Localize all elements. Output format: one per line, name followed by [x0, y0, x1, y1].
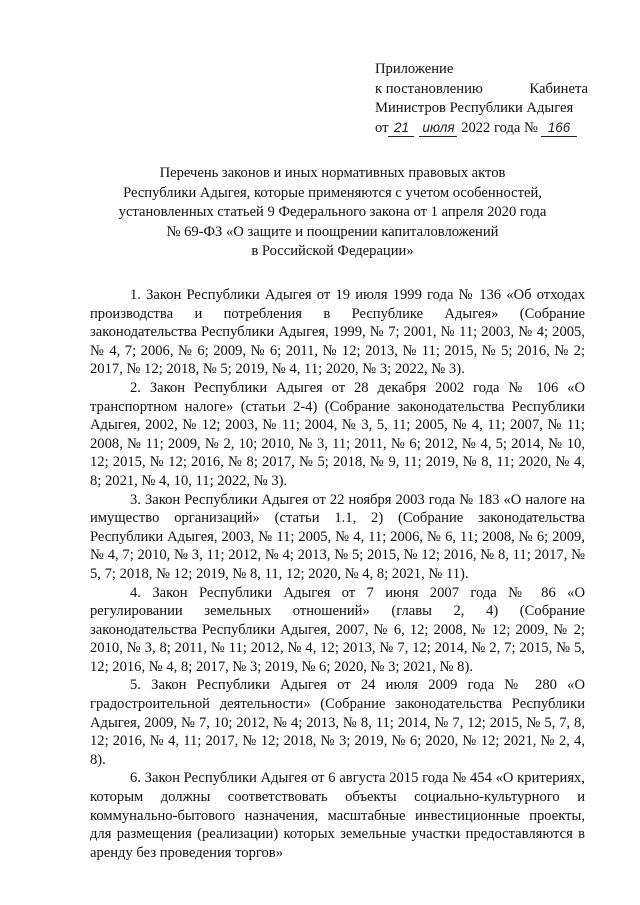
- resolution-number: 166: [541, 120, 577, 137]
- appendix-resolution-text: к постановлению: [375, 80, 483, 97]
- list-item: 2. Закон Республики Адыгея от 28 декабря 2002 года № 106 «О транспортном налоге» (статьи 2-4) (Собрание законодательства Республики Адыгея, 2002, № 12; 2003, № 11; 2004, № 3, 5, 11; 2005, № 4, 11; 2007, № 11; 2008, № 11; 2009, № 2, 10; 2010, № 3, 11; 2011, № 6; 2012, № 4, 5; 2014, № 10, 12; 2015, № 12; 2016, № 8; 2017, № 5; 2018, № 9, 11; 2019, № 8, 11; 2020, № 4, 8; 2021, № 4, 10, 11; 2022, № 3).: [90, 379, 585, 489]
- date-suffix: 2022 года №: [461, 119, 538, 136]
- title-line: Перечень законов и иных нормативных правовых актов: [159, 165, 506, 181]
- title-line: в Российской Федерации»: [251, 243, 414, 259]
- appendix-resolution-line: [375, 80, 588, 100]
- list-item: 1. Закон Республики Адыгея от 19 июля 1999 года № 136 «Об отходах производства и потребления в Республике Адыгея» (Собрание законодательства Республики Адыгея, 1999, № 7; 2001, № 11; 2003, № 4; 2005, № 4, 7; 2006, № 6; 2009, № 6; 2011, № 12; 2013, № 11; 2015, № 5; 2016, № 2; 2017, № 12; 2018, № 5; 2019, № 4, 11; 2020, № 3; 2022, № 3).: [90, 287, 585, 378]
- list-item: 6. Закон Республики Адыгея от 6 августа 2015 года № 454 «О критериях, которым должны соответствовать объекты социально-культурного и коммунально-бытового назначения, масштабные инвестиционные проекты, для размещения (реализации) которых земельные участки предоставляются в аренду без проведения торгов»: [90, 770, 585, 861]
- appendix-ministers-line: Министров Республики Адыгея: [375, 100, 574, 116]
- laws-list: [90, 286, 585, 862]
- appendix-cabinet-text: Кабинета: [529, 80, 588, 97]
- date-day: 21: [388, 120, 414, 137]
- list-item: 5. Закон Республики Адыгея от 24 июля 2009 года № 280 «О градостроительной деятельности» (Собрание законодательства Республики Адыгея, 2009, № 7, 10; 2012, № 4; 2013, № 8, 11; 2014, № 7, 12; 2015, № 5, 7, 8, 12; 2016, № 4, 11; 2017, № 12; 2018, № 3; 2019, № 6; 2020, № 12; 2021, № 2, 4, 8).: [90, 677, 585, 768]
- appendix-date-line: [375, 119, 588, 139]
- title-line: установленных статьей 9 Федерального закона от 1 апреля 2020 года: [118, 204, 547, 220]
- document-title: [80, 164, 585, 262]
- appendix-label: Приложение: [375, 61, 454, 77]
- date-prefix: от: [375, 119, 389, 136]
- list-item: 4. Закон Республики Адыгея от 7 июня 2007 года № 86 «О регулировании земельных отношений» (главы 2, 4) (Собрание законодательства Республики Адыгея, 2007, № 6, 12; 2008, № 12; 2009, № 2; 2010, № 3, 8; 2011, № 11; 2012, № 4, 12; 2013, № 7, 12; 2014, № 2, 7; 2015, № 5, 12; 2016, № 4, 8; 2017, № 3; 2019, № 6; 2020, № 3; 2021, № 8).: [90, 584, 585, 675]
- list-item: 3. Закон Республики Адыгея от 22 ноября 2003 года № 183 «О налоге на имущество организаций» (статьи 1.1, 2) (Собрание законодательства Республики Адыгея, 2003, № 11; 2005, № 4, 11; 2006, № 6, 11; 2008, № 6; 2009, № 4, 7; 2010, № 3, 11; 2012, № 4; 2013, № 5; 2015, № 12; 2016, № 8, 11; 2017, № 5, 7; 2018, № 12; 2019, № 8, 11, 12; 2020, № 4, 8; 2021, № 11).: [90, 491, 585, 582]
- date-month: июля: [419, 120, 457, 137]
- appendix-header: [375, 60, 588, 138]
- title-line: Республики Адыгея, которые применяются с учетом особенностей,: [123, 184, 542, 201]
- title-line: № 69-ФЗ «О защите и поощрении капиталовложений: [166, 223, 499, 240]
